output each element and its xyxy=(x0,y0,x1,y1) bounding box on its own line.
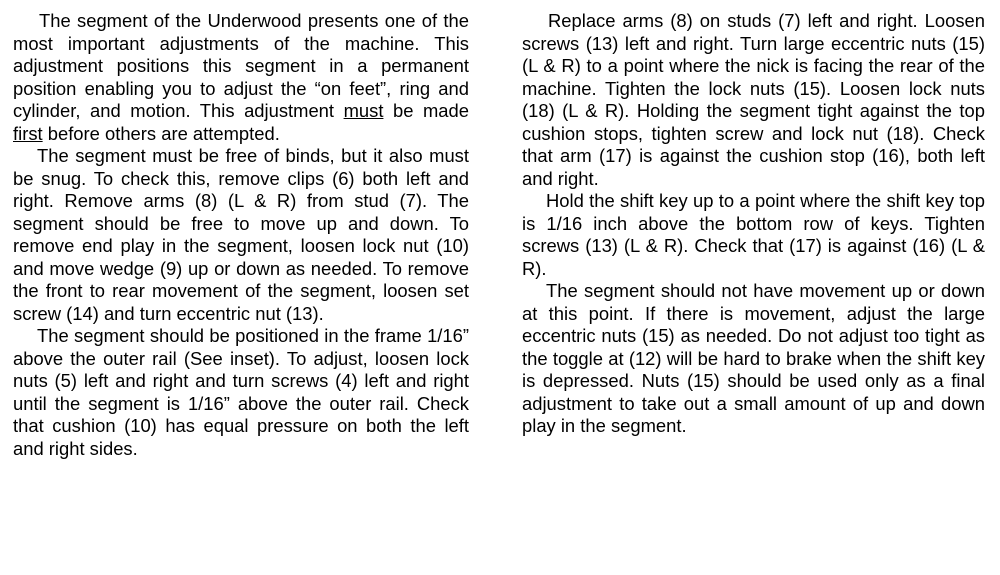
right-paragraph-arms: Replace arms (8) on studs (7) left and right. Loosen screws (13) left and right. Turn large eccentric nuts (15) (L & R) to a point where the nick is facing the rear of the machine. Tighten the lock nuts (15). Loosen lock nuts (18) (L & R). Holding the segment tight against the top cushion stops, tighten screw and lock nut (18). Check that arm (17) is against the cushion stop (16), both left and right. xyxy=(522,10,985,189)
right-column xyxy=(522,10,985,438)
left-paragraph-binds: The segment must be free of binds, but it also must be snug. To check this, remove clips (6) both left and right. Remove arms (8) (L & R) from stud (7). The segment should be free to move up and down. To remove end play in the segment, loosen lock nut (10) and move wedge (9) up or down as needed. To remove the front to rear movement of the segment, loosen set screw (14) and turn eccentric nut (13). xyxy=(13,145,469,324)
right-paragraph-shift-key: Hold the shift key up to a point where the shift key top is 1/16 inch above the bottom row of keys. Tighten screws (13) (L & R). Check that (17) is against (16) (L & R). xyxy=(522,190,985,279)
left-column xyxy=(13,10,469,460)
left-paragraph-intro xyxy=(13,10,469,145)
emphasis-first: first xyxy=(13,122,43,144)
right-paragraph-movement: The segment should not have movement up or down at this point. If there is movement, adjust the large eccentric nuts (15) as needed. Do not adjust too tight as the toggle at (12) will be hard to brake when the shift key is depressed. Nuts (15) should be used only as a final adjustment to take out a small amount of up and down play in the segment. xyxy=(522,280,985,436)
left-paragraph-position: The segment should be positioned in the frame 1/16” above the outer rail (See inset). To adjust, loosen lock nuts (5) left and right and turn screws (4) left and right until the segment is 1/16” above the outer rail. Check that cushion (10) has equal pressure on both the left and right sides. xyxy=(13,325,469,459)
intro-text-mid: be made xyxy=(383,100,469,121)
emphasis-must: must xyxy=(343,100,384,121)
intro-text-after: before others are attempted. xyxy=(42,122,280,144)
intro-text-before: The segment of the Underwood presents one of the most important adjustments of the machine. This adjustment positions this segment in a permanent position enabling you to adjust the “on feet”, ring and cylinder, and motion. This adjustment xyxy=(13,10,469,121)
